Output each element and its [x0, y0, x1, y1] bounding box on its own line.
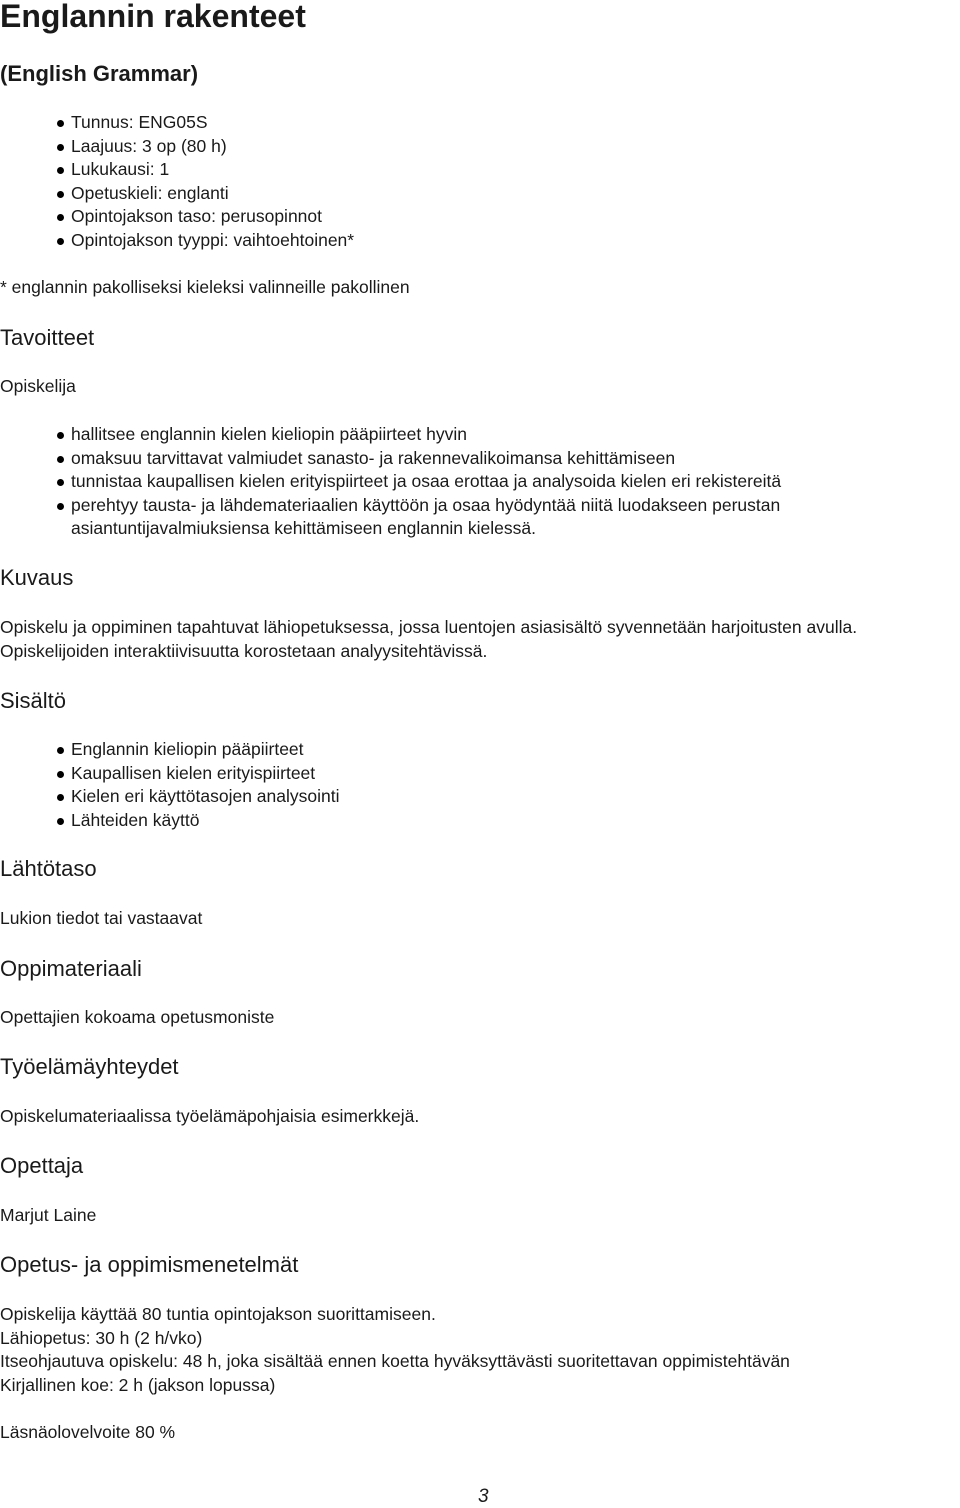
section-heading-lahtotaso: Lähtötaso — [0, 856, 97, 881]
list-item: Opintojakson taso: perusopinnot — [0, 205, 354, 229]
list-item: Kaupallisen kielen erityispiirteet — [0, 762, 340, 786]
bullet-icon — [57, 747, 64, 754]
bullet-icon — [57, 214, 64, 221]
sisalto-list — [0, 738, 340, 832]
page-number: 3 — [478, 1486, 489, 1507]
bullet-icon — [57, 167, 64, 174]
tavoitteet-intro: Opiskelija — [0, 376, 76, 396]
list-item: Kielen eri käyttötasojen analysointi — [0, 785, 340, 809]
footnote: * englannin pakolliseksi kieleksi valinneille pakollinen — [0, 277, 410, 297]
section-heading-opettaja: Opettaja — [0, 1153, 84, 1178]
bullet-icon — [57, 479, 64, 486]
list-item: omaksuu tarvittavat valmiudet sanasto- ja rakennevalikoimansa kehittämiseen — [0, 447, 781, 471]
menetelmat-line-2: Lähiopetus: 30 h (2 h/vko) — [0, 1328, 203, 1348]
kuvaus-text-line-1: Opiskelu ja oppiminen tapahtuvat lähiopetuksessa, jossa luentojen asiasisältö syvennetään harjoitusten avulla. — [0, 617, 858, 637]
list-item: tunnistaa kaupallisen kielen erityispiirteet ja osaa erottaa ja analysoida kielen eri rekistereitä — [0, 470, 781, 494]
lahtotaso-text: Lukion tiedot tai vastaavat — [0, 908, 203, 928]
bullet-icon — [57, 794, 64, 801]
bullet-icon — [57, 818, 64, 825]
section-heading-oppimateriaali: Oppimateriaali — [0, 956, 142, 981]
list-item: hallitsee englannin kielen kieliopin pääpiirteet hyvin — [0, 423, 781, 447]
list-item: Englannin kieliopin pääpiirteet — [0, 738, 340, 762]
bullet-icon — [57, 432, 64, 439]
attendance-requirement: Läsnäolovelvoite 80 % — [0, 1422, 176, 1442]
section-heading-tyoelamayhteydet: Työelämäyhteydet — [0, 1054, 179, 1079]
list-item: Opetuskieli: englanti — [0, 182, 354, 206]
menetelmat-line-3: Itseohjautuva opiskelu: 48 h, joka sisältää ennen koetta hyväksyttävästi suoritettavan oppimistehtävän — [0, 1351, 790, 1371]
list-item: Opintojakson tyyppi: vaihtoehtoinen* — [0, 229, 354, 253]
section-heading-menetelmat: Opetus- ja oppimismenetelmät — [0, 1252, 299, 1277]
menetelmat-line-4: Kirjallinen koe: 2 h (jakson lopussa) — [0, 1375, 276, 1395]
section-heading-kuvaus: Kuvaus — [0, 565, 74, 590]
page-subtitle: (English Grammar) — [0, 61, 199, 86]
bullet-icon — [57, 120, 64, 127]
list-item: Lukukausi: 1 — [0, 158, 354, 182]
section-heading-sisalto: Sisältö — [0, 688, 67, 713]
tyoelamayhteydet-text: Opiskelumateriaalissa työelämäpohjaisia esimerkkejä. — [0, 1106, 420, 1126]
bullet-icon — [57, 191, 64, 198]
list-item: Tunnus: ENG05S — [0, 111, 354, 135]
kuvaus-text-line-2: Opiskelijoiden interaktiivisuutta korostetaan analyysitehtävissä. — [0, 641, 488, 661]
list-item: Lähteiden käyttö — [0, 809, 340, 833]
list-item: perehtyy tausta- ja lähdemateriaalien käyttöön ja osaa hyödyntää niitä luodakseen perustan asiantuntijavalmiuksiensa kehittämiseen englannin kielessä. — [0, 494, 781, 541]
tavoitteet-list — [0, 423, 781, 541]
bullet-icon — [57, 456, 64, 463]
section-heading-tavoitteet: Tavoitteet — [0, 325, 95, 350]
course-info-list — [0, 111, 354, 253]
opettaja-name: Marjut Laine — [0, 1205, 97, 1225]
page-title: Englannin rakenteet — [0, 0, 306, 34]
bullet-icon — [57, 144, 64, 151]
bullet-icon — [57, 238, 64, 245]
bullet-icon — [57, 771, 64, 778]
list-item-continuation: asiantuntijavalmiuksiensa kehittämiseen englannin kielessä. — [71, 518, 536, 539]
oppimateriaali-text: Opettajien kokoama opetusmoniste — [0, 1007, 275, 1027]
menetelmat-line-1: Opiskelija käyttää 80 tuntia opintojakson suorittamiseen. — [0, 1304, 436, 1324]
bullet-icon — [57, 503, 64, 510]
list-item: Laajuus: 3 op (80 h) — [0, 135, 354, 159]
